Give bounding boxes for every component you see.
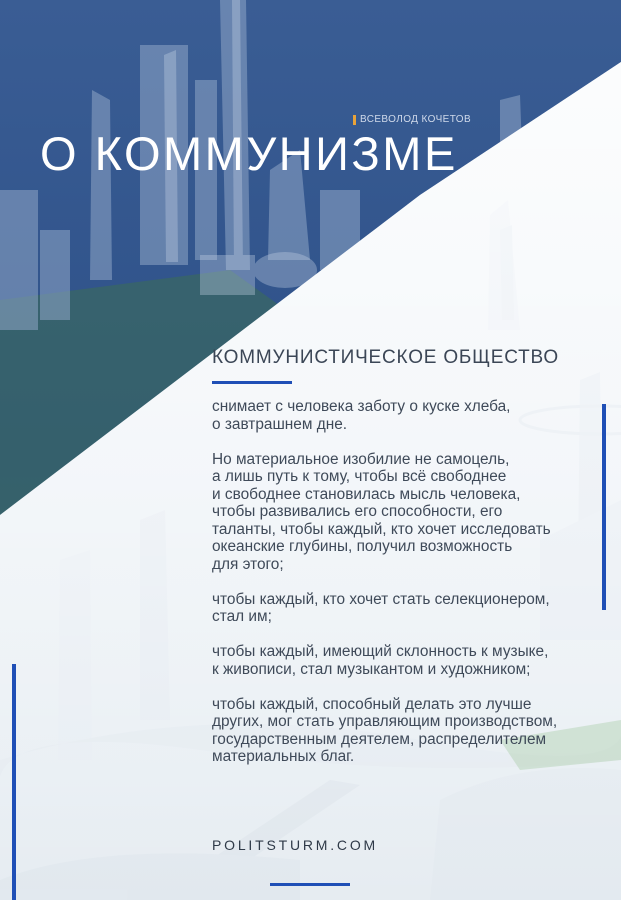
page-title: О КОММУНИЗМЕ [40,127,458,180]
paragraph: чтобы каждый, имеющий склонность к музыке, к живописи, стал музыкантом и художником; [212,643,549,678]
subtitle-underline [212,381,292,384]
article-body [212,398,597,783]
left-accent-bar [12,664,16,900]
article-subtitle: КОММУНИСТИЧЕСКОЕ ОБЩЕСТВО [212,347,559,368]
author-marker [353,115,356,125]
paragraph: чтобы каждый, кто хочет стать селекционером, стал им; [212,590,550,625]
site-url: POLITSTURM.COM [212,837,378,853]
author-name: ВСЕВОЛОД КОЧЕТОВ [360,114,472,125]
right-accent-bar [602,404,606,610]
paragraph: снимает с человека заботу о куске хлеба, о завтрашнем дне. [212,398,511,433]
paragraph: чтобы каждый, способный делать это лучше других, мог стать управляющим производством, государственным деятелем, распределителем материальных благ. [212,695,558,765]
footer-underline [270,883,350,886]
paragraph: Но материальное изобилие не самоцель, а лишь путь к тому, чтобы всё свободнее и свободнее становилась мысль человека, чтобы развивались его способности, его таланты, чтобы каждый, кто хочет исследовать океанские глубины, получил возможность для этого; [212,450,551,573]
